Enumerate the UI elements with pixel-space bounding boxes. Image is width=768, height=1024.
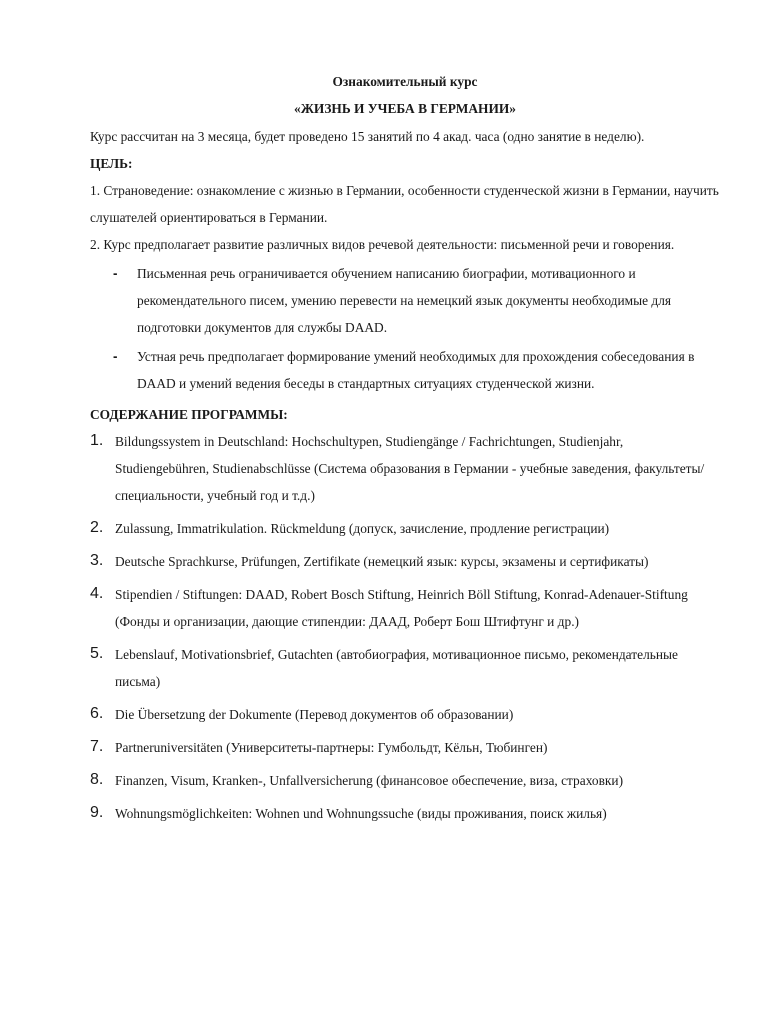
- program-item-text: Stipendien / Stiftungen: DAAD, Robert Bosch Stiftung, Heinrich Böll Stiftung, Konrad-Adenauer-Stiftung (Фонды и организации, дающие стипендии: ДААД, Роберт Бош Штифтунг и др.): [115, 587, 688, 629]
- program-item-number: 5.: [90, 645, 104, 662]
- program-item: [90, 581, 720, 635]
- document-title-line1: Ознакомительный курс: [332, 74, 478, 89]
- program-item-text: Finanzen, Visum, Kranken-, Unfallversicherung (финансовое обеспечение, виза, страховки): [115, 773, 624, 788]
- program-item-text: Zulassung, Immatrikulation. Rückmeldung (допуск, зачисление, продление регистрации): [115, 521, 610, 536]
- bullet-marker: -: [113, 349, 118, 364]
- program-heading: СОДЕРЖАНИЕ ПРОГРАММЫ:: [90, 407, 288, 422]
- program-item: [90, 800, 720, 827]
- program-item-number: 8.: [90, 771, 104, 788]
- program-item-number: 2.: [90, 519, 104, 536]
- program-item-text: Bildungssystem in Deutschland: Hochschultypen, Studiengänge / Fachrichtungen, Studienjahr, Studiengebühren, Studienabschlüsse (Система образования в Германии - учебные заведения, факультеты/ специальности, учебный год и т.д.): [115, 434, 705, 503]
- program-item: [90, 641, 720, 695]
- program-item: [90, 515, 720, 542]
- program-item-number: 6.: [90, 705, 104, 722]
- program-item-text: Die Übersetzung der Dokumente (Перевод документов об образовании): [115, 707, 514, 722]
- program-item-text: Lebenslauf, Motivationsbrief, Gutachten (автобиография, мотивационное письмо, рекомендательные письма): [115, 647, 678, 689]
- program-list: [90, 428, 720, 827]
- program-item: [90, 734, 720, 761]
- program-item-number: 1.: [90, 432, 104, 449]
- program-item: [90, 428, 720, 509]
- program-item: [90, 701, 720, 728]
- speech-bullet-list: [90, 260, 720, 397]
- program-item-number: 9.: [90, 804, 104, 821]
- bullet-text: Письменная речь ограничивается обучением написанию биографии, мотивационного и рекомендательного писем, умению перевести на немецкий язык документы необходимые для подготовки документов для службы DAAD.: [137, 266, 672, 335]
- program-item: [90, 548, 720, 575]
- bullet-marker: -: [113, 266, 118, 281]
- program-item-number: 4.: [90, 585, 104, 602]
- document-title-line2: «ЖИЗНЬ И УЧЕБА В ГЕРМАНИИ»: [294, 101, 516, 116]
- bullet-text: Устная речь предполагает формирование умений необходимых для прохождения собеседования в DAAD и умений ведения беседы в стандартных ситуациях студенческой жизни.: [137, 349, 695, 391]
- intro-paragraph: Курс рассчитан на 3 месяца, будет проведено 15 занятий по 4 акад. часа (одно занятие в неделю).: [90, 129, 645, 144]
- program-item-text: Wohnungsmöglichkeiten: Wohnen und Wohnungssuche (виды проживания, поиск жилья): [115, 806, 607, 821]
- program-item-text: Deutsche Sprachkurse, Prüfungen, Zertifikate (немецкий язык: курсы, экзамены и сертификаты): [115, 554, 649, 569]
- bullet-item-written: [90, 260, 720, 341]
- program-item-number: 7.: [90, 738, 104, 755]
- document-page: [90, 68, 720, 833]
- goal-item-1: 1. Страноведение: ознакомление с жизнью в Германии, особенности студенческой жизни в Германии, научить слушателей ориентироваться в Германии.: [90, 183, 719, 225]
- goal-heading: ЦЕЛЬ:: [90, 156, 133, 171]
- goal-item-2: 2. Курс предполагает развитие различных видов речевой деятельности: письменной речи и говорения.: [90, 237, 675, 252]
- program-item-text: Partneruniversitäten (Университеты-партнеры: Гумбольдт, Кёльн, Тюбинген): [115, 740, 548, 755]
- program-item-number: 3.: [90, 552, 104, 569]
- bullet-item-oral: [90, 343, 720, 397]
- program-item: [90, 767, 720, 794]
